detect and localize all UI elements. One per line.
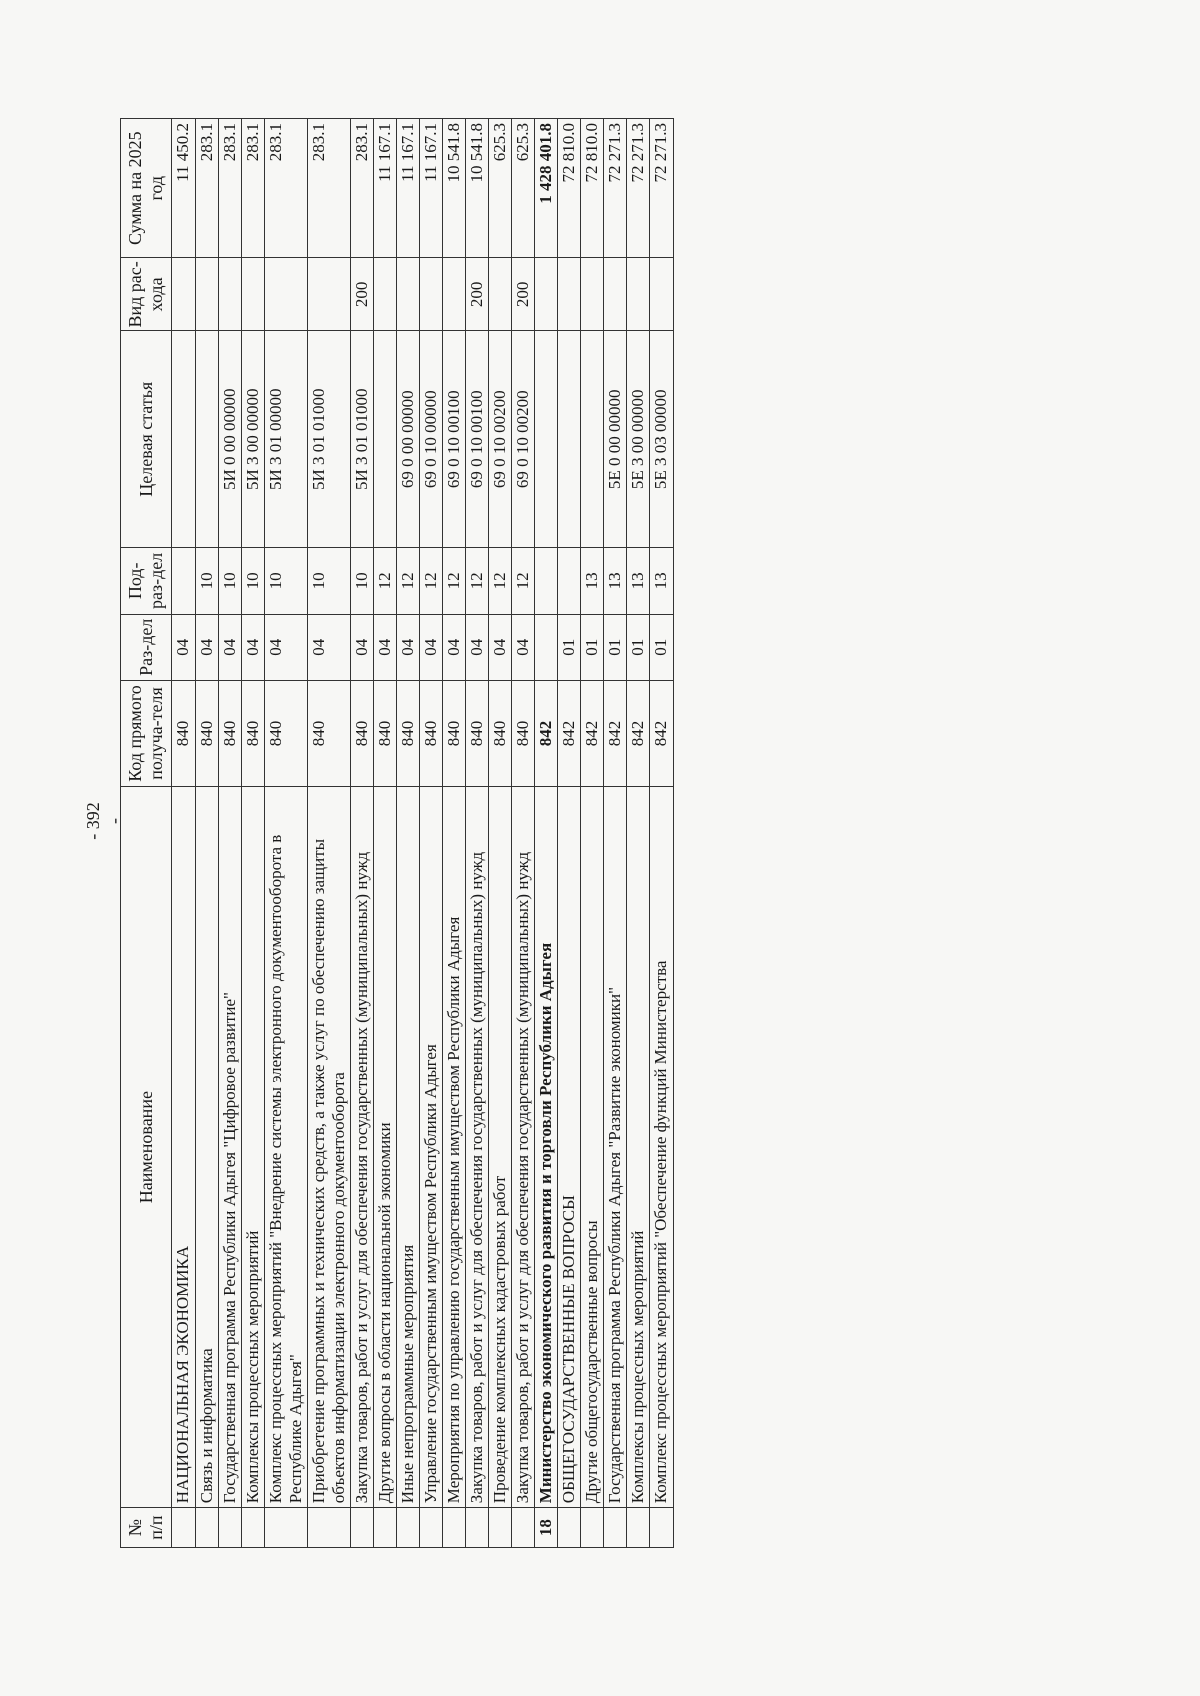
row-sum: 72 810.0 (581, 119, 604, 258)
row-name: Государственная программа Республики Адыгея "Развитие экономики" (604, 787, 627, 1508)
row-target: 5И 3 00 00000 (241, 331, 264, 548)
row-subsection: 10 (264, 548, 307, 614)
row-section: 04 (241, 614, 264, 680)
row-code: 840 (172, 680, 195, 786)
row-subsection: 12 (419, 548, 442, 614)
row-sum: 11 450.2 (172, 119, 195, 258)
row-section: 04 (373, 614, 396, 680)
row-subsection: 12 (396, 548, 419, 614)
row-sum: 10 541.8 (466, 119, 489, 258)
row-kind: 200 (512, 258, 535, 331)
row-code: 840 (241, 680, 264, 786)
row-target: 69 0 10 00000 (419, 331, 442, 548)
header-name: Наименование (121, 787, 172, 1508)
header-kind: Вид рас-хода (121, 258, 172, 331)
row-target (581, 331, 604, 548)
row-num (627, 1508, 650, 1548)
row-num (350, 1508, 373, 1548)
row-name: ОБЩЕГОСУДАРСТВЕННЫЕ ВОПРОСЫ (558, 787, 581, 1508)
row-code: 840 (307, 680, 350, 786)
table-row (466, 119, 489, 1548)
row-sum: 72 810.0 (558, 119, 581, 258)
row-kind (604, 258, 627, 331)
row-name: Комплекс процессных мероприятий "Внедрение системы электронного документооборота в Республике Адыгея" (264, 787, 307, 1508)
row-kind (419, 258, 442, 331)
row-num (264, 1508, 307, 1548)
row-section (535, 614, 558, 680)
row-section: 04 (419, 614, 442, 680)
row-kind (581, 258, 604, 331)
row-kind: 200 (466, 258, 489, 331)
row-subsection: 12 (373, 548, 396, 614)
row-section: 04 (443, 614, 466, 680)
row-target: 5Е 0 00 00000 (604, 331, 627, 548)
row-sum: 283.1 (218, 119, 241, 258)
table-row (396, 119, 419, 1548)
row-sum: 625.3 (489, 119, 512, 258)
row-target: 69 0 10 00100 (443, 331, 466, 548)
table-row (558, 119, 581, 1548)
row-target (558, 331, 581, 548)
row-subsection (172, 548, 195, 614)
row-code: 840 (264, 680, 307, 786)
row-sum: 283.1 (307, 119, 350, 258)
row-section: 01 (558, 614, 581, 680)
row-num (396, 1508, 419, 1548)
row-subsection: 10 (350, 548, 373, 614)
row-name: Приобретение программных и технических средств, а также услуг по обеспечению защиты объектов информатизации электронного документооборота (307, 787, 350, 1508)
row-subsection: 13 (604, 548, 627, 614)
row-subsection (558, 548, 581, 614)
table-header-row (121, 119, 172, 1548)
row-section: 04 (396, 614, 419, 680)
row-name: Проведение комплексных кадастровых работ (489, 787, 512, 1508)
row-section: 04 (466, 614, 489, 680)
row-num (218, 1508, 241, 1548)
table-row (419, 119, 442, 1548)
row-name: Другие общегосударственные вопросы (581, 787, 604, 1508)
row-code: 840 (396, 680, 419, 786)
row-subsection: 10 (307, 548, 350, 614)
table-row (604, 119, 627, 1548)
row-kind (195, 258, 218, 331)
row-num (241, 1508, 264, 1548)
header-target: Целевая статья (121, 331, 172, 548)
table-row (264, 119, 307, 1548)
row-code: 840 (443, 680, 466, 786)
row-kind (558, 258, 581, 331)
table-row (512, 119, 535, 1548)
row-section: 04 (489, 614, 512, 680)
row-subsection: 10 (218, 548, 241, 614)
row-target: 5И 3 01 01000 (307, 331, 350, 548)
table-row (627, 119, 650, 1548)
row-name: Закупка товаров, работ и услуг для обеспечения государственных (муниципальных) нужд (350, 787, 373, 1508)
row-code: 840 (195, 680, 218, 786)
row-name: Управление государственным имуществом Республики Адыгея (419, 787, 442, 1508)
row-name: Министерство экономического развития и торговли Республики Адыгея (535, 787, 558, 1508)
table-row-ministry (535, 119, 558, 1548)
row-sum: 10 541.8 (443, 119, 466, 258)
row-sum: 283.1 (195, 119, 218, 258)
row-kind (535, 258, 558, 331)
row-section: 04 (218, 614, 241, 680)
row-name: Государственная программа Республики Адыгея "Цифровое развитие" (218, 787, 241, 1508)
row-target: 69 0 00 00000 (396, 331, 419, 548)
row-sum: 72 271.3 (604, 119, 627, 258)
row-name: Связь и информатика (195, 787, 218, 1508)
header-subsection: Под-раз-дел (121, 548, 172, 614)
budget-table-container (120, 118, 1080, 1548)
table-body (172, 119, 673, 1548)
row-subsection: 13 (627, 548, 650, 614)
row-code: 840 (373, 680, 396, 786)
row-target: 69 0 10 00100 (466, 331, 489, 548)
row-num (443, 1508, 466, 1548)
row-kind (650, 258, 673, 331)
row-target: 69 0 10 00200 (512, 331, 535, 548)
page-number: - 392 - (83, 802, 124, 840)
row-target: 5И 3 01 01000 (350, 331, 373, 548)
row-target: 5И 3 01 00000 (264, 331, 307, 548)
row-sum: 72 271.3 (627, 119, 650, 258)
row-num (466, 1508, 489, 1548)
row-target (195, 331, 218, 548)
row-sum: 11 167.1 (419, 119, 442, 258)
table-row (650, 119, 673, 1548)
row-num (604, 1508, 627, 1548)
row-num: 18 (535, 1508, 558, 1548)
row-subsection: 13 (581, 548, 604, 614)
table-row (350, 119, 373, 1548)
row-code: 842 (627, 680, 650, 786)
row-target: 5Е 3 03 00000 (650, 331, 673, 548)
row-subsection: 12 (466, 548, 489, 614)
row-num (307, 1508, 350, 1548)
row-sum: 11 167.1 (396, 119, 419, 258)
row-subsection: 10 (241, 548, 264, 614)
row-target: 5И 0 00 00000 (218, 331, 241, 548)
row-target (535, 331, 558, 548)
row-kind (172, 258, 195, 331)
row-name: Мероприятия по управлению государственным имуществом Республики Адыгея (443, 787, 466, 1508)
row-num (650, 1508, 673, 1548)
table-row (172, 119, 195, 1548)
row-target (172, 331, 195, 548)
row-sum: 283.1 (241, 119, 264, 258)
row-code: 840 (489, 680, 512, 786)
row-target (373, 331, 396, 548)
row-kind (396, 258, 419, 331)
table-row (241, 119, 264, 1548)
table-row (307, 119, 350, 1548)
row-num (489, 1508, 512, 1548)
row-kind (264, 258, 307, 331)
row-kind (241, 258, 264, 331)
table-row (218, 119, 241, 1548)
row-code: 840 (419, 680, 442, 786)
row-num (512, 1508, 535, 1548)
row-name: Иные непрограммные мероприятия (396, 787, 419, 1508)
row-num (195, 1508, 218, 1548)
row-target: 69 0 10 00200 (489, 331, 512, 548)
row-code: 840 (218, 680, 241, 786)
row-section: 01 (581, 614, 604, 680)
row-section: 04 (350, 614, 373, 680)
row-name: Закупка товаров, работ и услуг для обеспечения государственных (муниципальных) нужд (512, 787, 535, 1508)
row-sum: 625.3 (512, 119, 535, 258)
row-subsection: 12 (489, 548, 512, 614)
header-sum: Сумма на 2025 год (121, 119, 172, 258)
header-section: Раз-дел (121, 614, 172, 680)
row-section: 01 (650, 614, 673, 680)
row-kind (443, 258, 466, 331)
row-code: 842 (558, 680, 581, 786)
table-row (581, 119, 604, 1548)
row-section: 04 (512, 614, 535, 680)
row-code: 840 (350, 680, 373, 786)
row-kind (627, 258, 650, 331)
row-code: 842 (604, 680, 627, 786)
row-code: 842 (535, 680, 558, 786)
row-kind (373, 258, 396, 331)
row-section: 01 (627, 614, 650, 680)
row-num (373, 1508, 396, 1548)
table-row (373, 119, 396, 1548)
budget-table (120, 118, 674, 1548)
header-code: Код прямого получа-теля (121, 680, 172, 786)
row-name: Комплексы процессных мероприятий (627, 787, 650, 1508)
row-subsection (535, 548, 558, 614)
row-section: 04 (264, 614, 307, 680)
row-sum: 11 167.1 (373, 119, 396, 258)
row-num (558, 1508, 581, 1548)
row-sum: 283.1 (350, 119, 373, 258)
row-name: НАЦИОНАЛЬНАЯ ЭКОНОМИКА (172, 787, 195, 1508)
row-sum: 72 271.3 (650, 119, 673, 258)
row-subsection: 13 (650, 548, 673, 614)
row-kind (307, 258, 350, 331)
row-name: Закупка товаров, работ и услуг для обеспечения государственных (муниципальных) нужд (466, 787, 489, 1508)
row-code: 840 (466, 680, 489, 786)
table-row (195, 119, 218, 1548)
row-section: 04 (307, 614, 350, 680)
row-subsection: 12 (443, 548, 466, 614)
row-section: 04 (195, 614, 218, 680)
row-num (581, 1508, 604, 1548)
row-name: Комплексы процессных мероприятий (241, 787, 264, 1508)
row-kind: 200 (350, 258, 373, 331)
row-subsection: 10 (195, 548, 218, 614)
row-name: Другие вопросы в области национальной экономики (373, 787, 396, 1508)
row-kind (218, 258, 241, 331)
row-code: 842 (650, 680, 673, 786)
row-sum: 283.1 (264, 119, 307, 258)
row-kind (489, 258, 512, 331)
row-target: 5Е 3 00 00000 (627, 331, 650, 548)
row-subsection: 12 (512, 548, 535, 614)
row-code: 840 (512, 680, 535, 786)
row-sum: 1 428 401.8 (535, 119, 558, 258)
table-row (443, 119, 466, 1548)
row-name: Комплекс процессных мероприятий "Обеспечение функций Министерства (650, 787, 673, 1508)
row-section: 01 (604, 614, 627, 680)
row-section: 04 (172, 614, 195, 680)
table-row (489, 119, 512, 1548)
row-num (172, 1508, 195, 1548)
row-code: 842 (581, 680, 604, 786)
header-num: № п/п (121, 1508, 172, 1548)
row-num (419, 1508, 442, 1548)
